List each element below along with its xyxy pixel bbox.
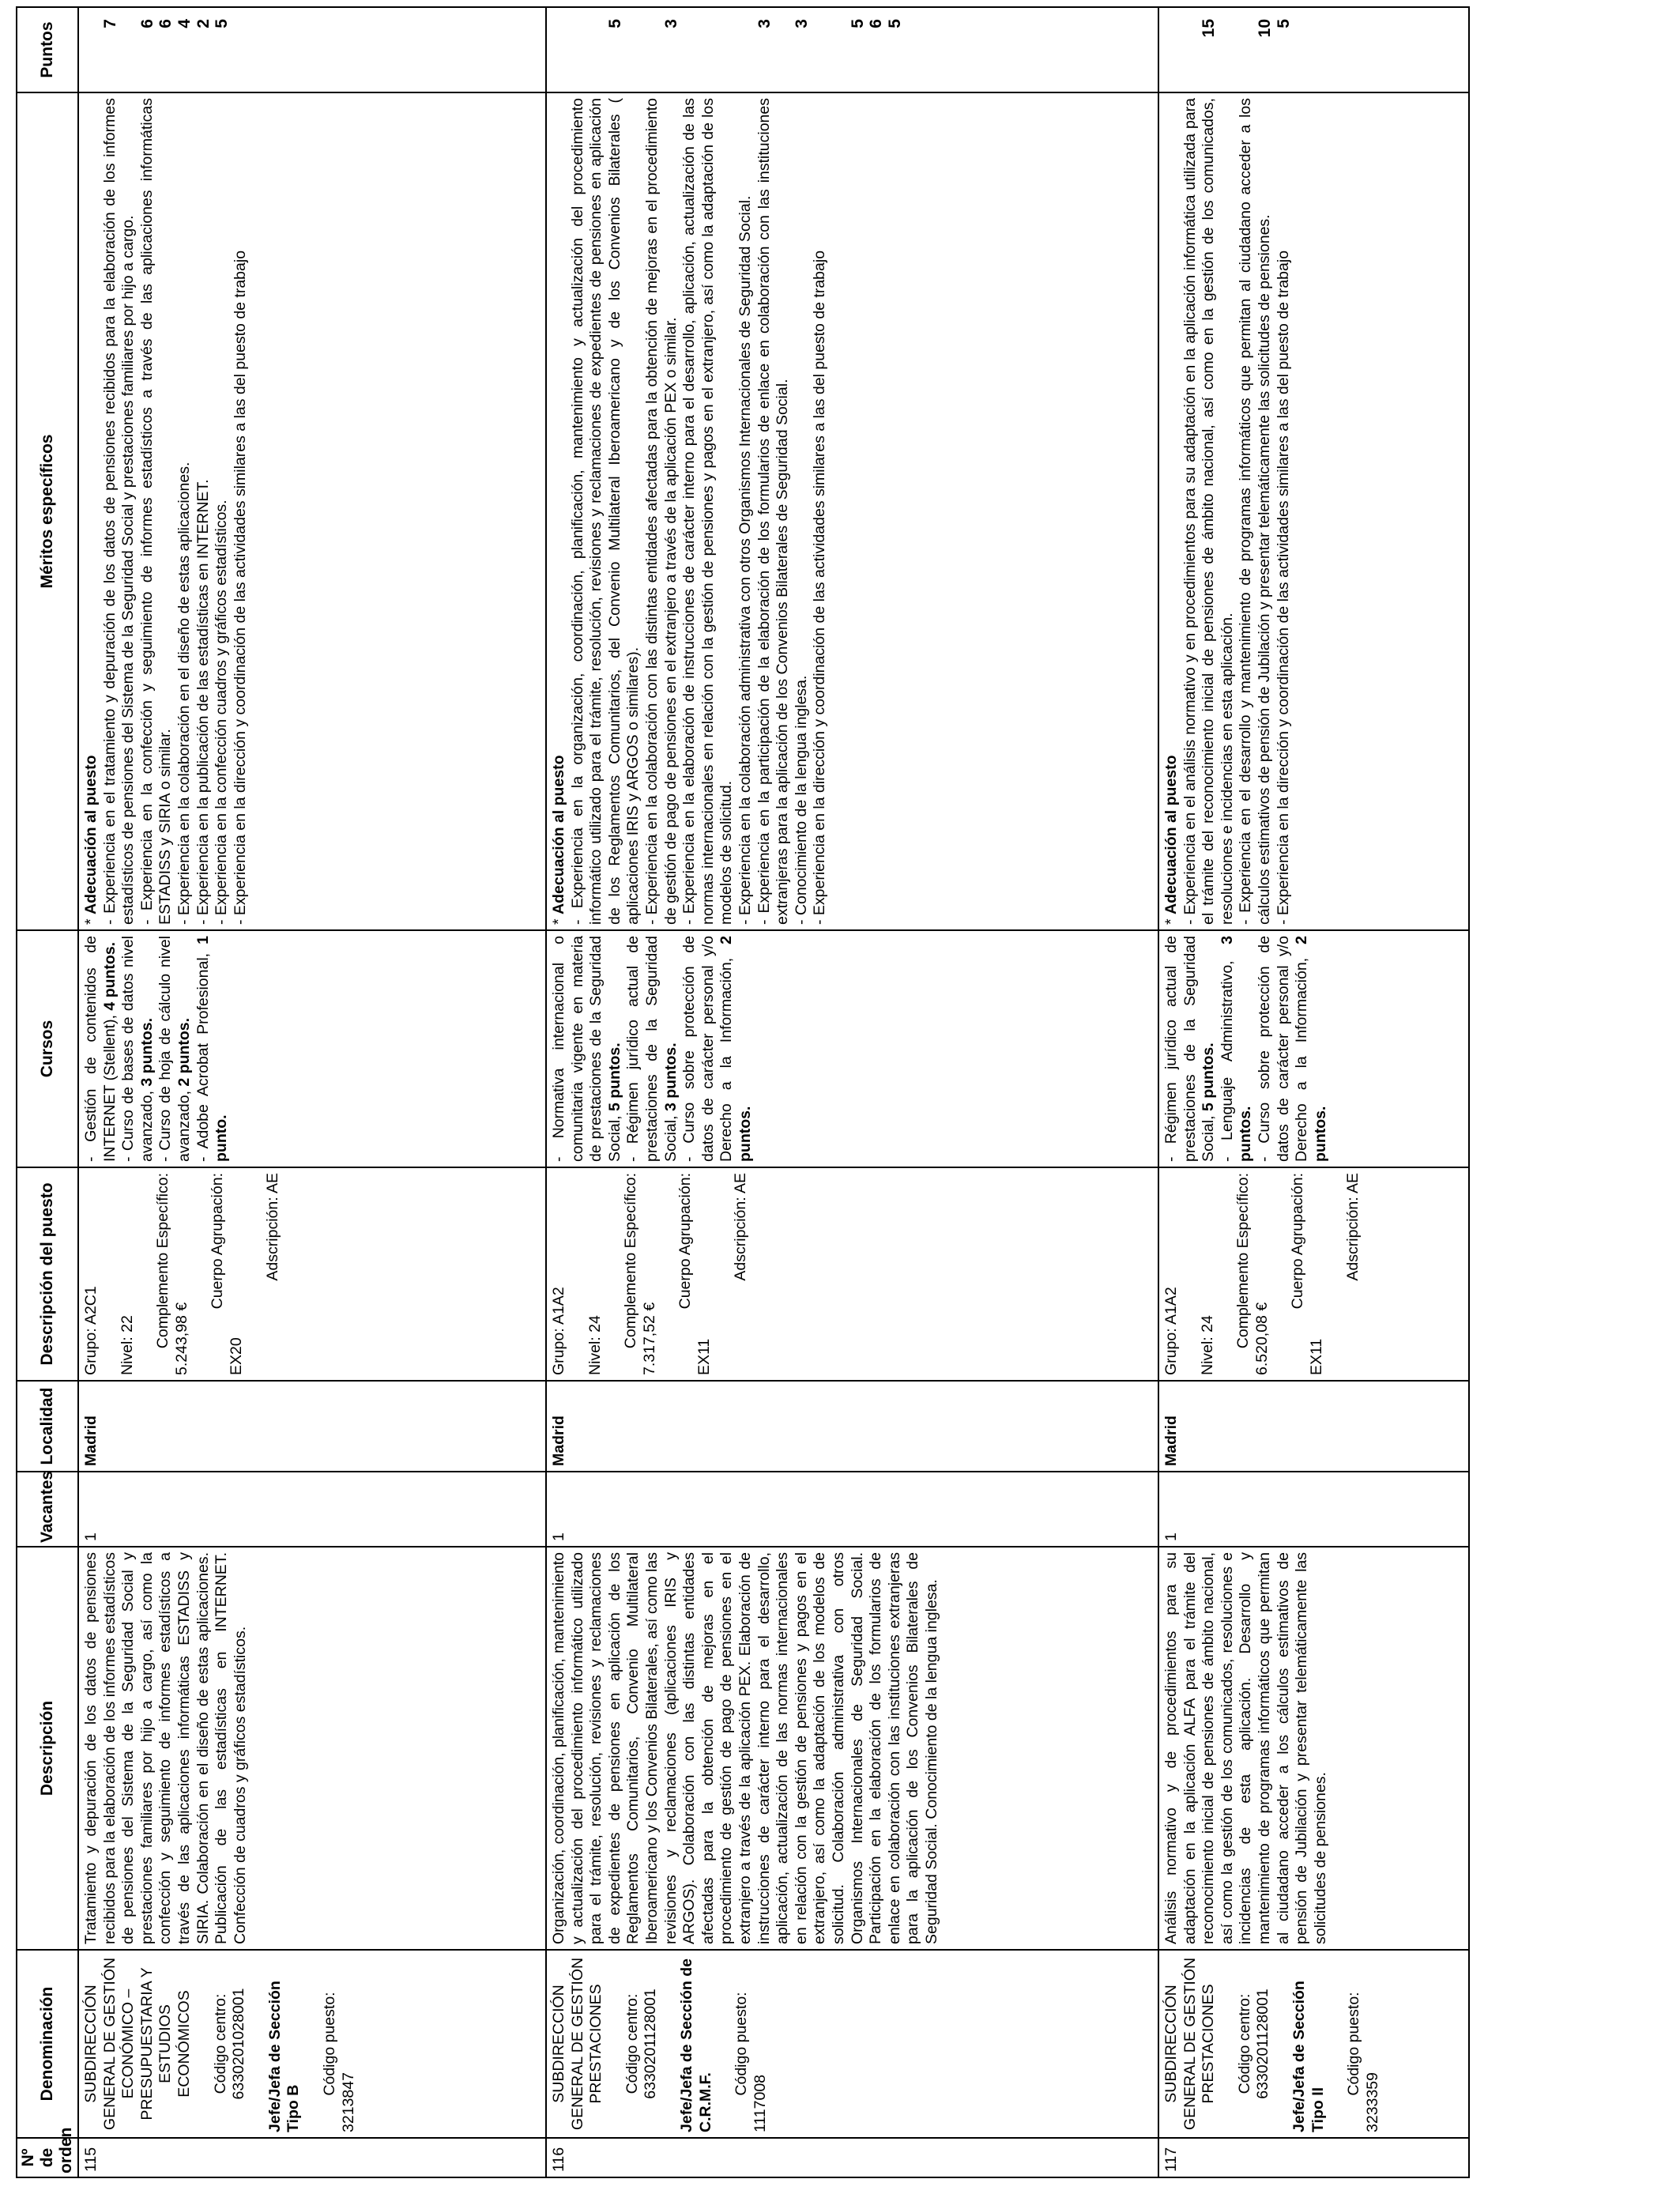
codigo-puesto: 3233359	[1363, 2072, 1381, 2132]
cell-cursos	[1158, 930, 1469, 1167]
complemento-label: Complemento Específico:	[622, 1173, 640, 1349]
codigo-puesto: 3213847	[339, 2072, 357, 2132]
merito-item: - Experiencia en el análisis normativo y en procedimientos para su adaptación en la aplicación informática utilizada para el trámite del reconocimiento inicial de pensiones de ámbito nacional, así como en la gestión de los comunicados, resoluciones e incidencias en esta aplicación.	[1181, 98, 1236, 925]
cuerpo: EX11	[1307, 1338, 1325, 1375]
codigo-puesto-label: Código puesto:	[1345, 1992, 1363, 2096]
merito-item: - Experiencia en el desarrollo y mantenimiento de programas informáticos que permitan al ciudadano acceder a los cálculos estimativos de pensión de Jubilación y presentar telemáticamente las solicitudes de pensiones.	[1237, 98, 1273, 925]
cell-orden: 117	[1158, 2138, 1469, 2177]
puntos-value: 3	[661, 19, 680, 28]
cell-descripcion-puesto	[1158, 1167, 1469, 1381]
curso-item: - Gestión de contenidos de INTERNET (Stellent), 4 puntos.	[82, 936, 119, 1162]
cell-puntos	[78, 7, 546, 92]
cell-descripcion: Organización, coordinación, planificación, mantenimiento y actualización del procedimiento informático utilizado para el trámite, resolución, revisiones y reclamaciones de expedientes de pensiones en aplicación de los Reglamentos Comunitarios, Convenio Multilateral Iberoamericano y los Convenios Bilaterales, así como las revisiones y reclamaciones (aplicaciones IRIS y ARGOS). Colaboración con las distintas entidades afectadas para la obtención de mejoras en el procedimiento de gestión de pago de pensiones en el extranjero a través de la aplicación PEX. Elaboración de instrucciones de carácter interno para el desarrollo, aplicación, actualización de las normas internacionales en relación con la gestión de pensiones y pagos en el extranjero, así como la adaptación de los modelos de solicitud. Colaboración administrativa con otros Organismos Internacionales de Seguridad Social. Participación en la elaboración de los formularios de enlace en colaboración con las instituciones extranjeras para la aplicación de los Convenios Bilaterales de Seguridad Social. Conocimiento de la lengua inglesa.	[546, 1547, 1158, 1950]
complemento: 7.317,52 €	[640, 1302, 658, 1375]
merito-item: - Experiencia en la elaboración de instrucciones de carácter interno para el desarrollo, aplicación, actualización de las normas internacionales en relación con la gestión de pensiones y pagos en el extranjero, así como la adaptación de los modelos de solicitud.	[680, 98, 736, 925]
cuerpo-label: Cuerpo Agrupación:	[676, 1173, 695, 1310]
cell-localidad: Madrid	[546, 1381, 1158, 1472]
cell-puntos	[546, 7, 1158, 92]
merito-item: - Experiencia en la publicación de las estadísticas en INTERNET.	[194, 479, 212, 925]
puntos-value: 4	[175, 19, 194, 28]
grupo: Grupo: A1A2	[550, 1287, 567, 1375]
codigo-centro-label: Código centro:	[211, 1993, 229, 2094]
cuerpo: EX20	[227, 1337, 245, 1375]
puntos-value: 2	[194, 19, 213, 28]
puntos-value: 15	[1200, 19, 1219, 38]
puntos-value: 6	[156, 19, 175, 28]
merito-item: - Experiencia en la confección cuadros y gráficos estadísticos.	[213, 499, 231, 925]
curso-item: - Normativa internacional o comunitaria vigente en materia de prestaciones de la Seguridad Social, 5 puntos.	[550, 936, 623, 1162]
puntos-value: 5	[1274, 19, 1293, 28]
header-cursos: Cursos	[17, 930, 78, 1167]
cell-denominacion	[78, 1950, 546, 2138]
grupo: Grupo: A2C1	[82, 1286, 100, 1375]
cell-descripcion: Tratamiento y depuración de los datos de pensiones recibidos para la elaboración de los informes estadísticos de pensiones del Sistema de la Seguridad Social y prestaciones familiares por hijo a cargo, así como la confección y seguimiento de informes estadísticos a través de las aplicaciones informáticas ESTADISS y SIRIA. Colaboración en el diseño de estas aplicaciones. Publicación de las estadísticas en INTERNET. Confección de cuadros y gráficos estadísticos.	[78, 1547, 546, 1950]
merito-item: - Experiencia en la dirección y coordinación de las actividades similares a las del puesto de trabajo	[1274, 250, 1292, 925]
curso-item: - Régimen jurídico actual de prestaciones de la Seguridad Social, 3 puntos.	[624, 936, 680, 1162]
curso-item: - Curso sobre protección de datos de carácter personal y/o Derecho a la Información, 2 puntos.	[680, 936, 754, 1162]
puesto-title: Jefe/Jefa de Sección de C.R.M.F.	[677, 1958, 714, 2132]
complemento: 5.243,98 €	[172, 1302, 190, 1375]
unidad: SUBDIRECCIÓN GENERAL DE GESTIÓN ECONÓMICO – PRESUPUESTARIA Y ESTUDIOS ECONÓMICOS	[82, 1957, 193, 2131]
cell-localidad: Madrid	[78, 1381, 546, 1472]
header-row	[17, 7, 78, 2177]
nivel: Nivel: 22	[118, 1315, 136, 1375]
document-page	[16, 8, 1470, 2178]
codigo-puesto: 1117008	[751, 2074, 769, 2132]
grupo: Grupo: A1A2	[1162, 1287, 1180, 1375]
header-vacantes: Vacantes	[17, 1472, 78, 1547]
cell-cursos	[78, 930, 546, 1167]
merito-item: - Experiencia en la confección y seguimiento de informes estadísticos a través de las aplicaciones informáticas ESTADISS y SIRIA o similar.	[137, 98, 175, 925]
complemento-label: Complemento Específico:	[1234, 1173, 1252, 1349]
puntos-value: 5	[605, 19, 624, 28]
curso-item: - Curso de hoja de cálculo nivel avanzado, 2 puntos.	[156, 936, 193, 1162]
cell-orden: 116	[546, 2138, 1158, 2177]
complemento-label: Complemento Específico:	[154, 1173, 172, 1349]
adecuacion-heading: * Adecuación al puesto	[82, 755, 100, 925]
cell-meritos	[1158, 92, 1469, 930]
header-denominacion: Denominación	[17, 1950, 78, 2138]
curso-item: - Régimen jurídico actual de prestaciones de la Seguridad Social, 5 puntos.	[1162, 936, 1218, 1162]
puntos-value: 5	[213, 19, 232, 28]
header-descripcion: Descripción	[17, 1547, 78, 1950]
cell-vacantes: 1	[78, 1472, 546, 1547]
cell-cursos	[546, 930, 1158, 1167]
cell-puntos	[1158, 7, 1469, 92]
merito-item: - Experiencia en la participación de la elaboración de los formularios de enlace en colaboración con las instituciones extranjeras para la aplicación de los Convenios Bilaterales de Seguridad Social.	[755, 98, 792, 925]
cell-meritos	[546, 92, 1158, 930]
table-row	[546, 7, 1158, 2177]
puntos-value: 10	[1255, 19, 1274, 38]
nivel: Nivel: 24	[1198, 1315, 1216, 1375]
header-descripcion-puesto: Descripción del puesto	[17, 1167, 78, 1381]
merito-item: - Experiencia en la organización, coordinación, planificación, mantenimiento y actualización del procedimiento informático utilizado para el trámite, resolución, revisiones y reclamaciones de expedientes de pensiones en aplicación de los Reglamentos Comunitarios, del Convenio Multilateral Iberoamericano y de los Convenios Bilaterales ( aplicaciones IRIS y ARGOS o similares).	[568, 98, 642, 925]
curso-item: - Lenguaje Administrativo, 3 puntos.	[1218, 936, 1255, 1162]
codigo-puesto-label: Código puesto:	[320, 1992, 338, 2096]
merito-item: - Experiencia en el tratamiento y depuración de los datos de pensiones recibidos para la elaboración de los informes estadísticos de pensiones del Sistema de la Seguridad Social y prestaciones familiares por hijo a cargo.	[100, 98, 137, 925]
cell-descripcion: Análisis normativo y de procedimientos para su adaptación en la aplicación ALFA para el trámite del reconocimiento inicial de pensiones de ámbito nacional, así como la gestión de los comunicados, resoluciones e incidencias de esta aplicación. Desarrollo y mantenimiento de programas informáticos que permitan al ciudadano acceder a los cálculos estimativos de pensión de Jubilación y presentar telemáticamente las solicitudes de pensiones.	[1158, 1547, 1469, 1950]
adscripcion: Adscripción: AE	[263, 1173, 281, 1281]
puntos-value: 5	[885, 19, 904, 28]
curso-item: - Adobe Acrobat Profesional, 1 punto.	[194, 936, 231, 1162]
codigo-centro: 6330201028001	[230, 1988, 248, 2100]
cell-orden: 115	[78, 2138, 546, 2177]
merito-item: - Conocimiento de la lengua inglesa.	[792, 675, 810, 925]
cell-denominacion	[1158, 1950, 1469, 2138]
cell-localidad: Madrid	[1158, 1381, 1469, 1472]
cuerpo-label: Cuerpo Agrupación:	[1289, 1173, 1307, 1310]
cell-descripcion-puesto	[546, 1167, 1158, 1381]
cell-descripcion-puesto	[78, 1167, 546, 1381]
table-row	[1158, 7, 1469, 2177]
puesto-title: Jefe/Jefa de Sección Tipo II	[1290, 1981, 1327, 2132]
cell-vacantes: 1	[1158, 1472, 1469, 1547]
cuerpo: EX11	[695, 1338, 713, 1375]
puntos-value: 6	[137, 19, 156, 28]
codigo-puesto-label: Código puesto:	[733, 1992, 751, 2096]
adscripcion: Adscripción: AE	[731, 1173, 749, 1281]
puntos-value: 5	[848, 19, 867, 28]
puesto-title: Jefe/Jefa de Sección Tipo B	[266, 1981, 303, 2132]
header-meritos: Méritos específicos	[17, 92, 78, 930]
adecuacion-heading: * Adecuación al puesto	[1162, 755, 1180, 925]
merito-item: - Experiencia en la colaboración en el diseño de estas aplicaciones.	[175, 462, 193, 925]
puntos-value: 6	[867, 19, 886, 28]
header-puntos: Puntos	[17, 7, 78, 92]
unidad: SUBDIRECCIÓN GENERAL DE GESTIÓN PRESTACIONES	[550, 1957, 605, 2131]
cuerpo-label: Cuerpo Agrupación:	[209, 1173, 227, 1310]
adecuacion-heading: * Adecuación al puesto	[550, 755, 567, 925]
curso-item: - Curso de bases de datos nivel avanzado, 3 puntos.	[119, 936, 156, 1162]
cell-meritos	[78, 92, 546, 930]
adscripcion: Adscripción: AE	[1343, 1173, 1362, 1281]
job-table	[16, 6, 1470, 2178]
puntos-value: 3	[792, 19, 811, 28]
codigo-centro: 6330201128001	[1254, 1989, 1272, 2099]
puntos-value: 3	[755, 19, 774, 28]
merito-item: - Experiencia en la dirección y coordinación de las actividades similares a las del puesto de trabajo	[811, 250, 829, 925]
header-localidad: Localidad	[17, 1381, 78, 1472]
puntos-value: 7	[100, 19, 119, 28]
nivel: Nivel: 24	[586, 1315, 604, 1375]
unidad: SUBDIRECCIÓN GENERAL DE GESTIÓN PRESTACIONES	[1162, 1957, 1218, 2131]
header-orden: Nº de orden	[17, 2138, 78, 2177]
complemento: 6.520,08 €	[1252, 1302, 1271, 1375]
merito-item: - Experiencia en la colaboración administrativa con otros Organismos Internacionales de Seguridad Social.	[736, 195, 754, 925]
codigo-centro: 6330201128001	[642, 1989, 660, 2099]
curso-item: - Curso sobre protección de datos de carácter personal y/o Derecho a la Información, 2 puntos.	[1255, 936, 1329, 1162]
codigo-centro-label: Código centro:	[1235, 1993, 1253, 2094]
cell-vacantes: 1	[546, 1472, 1158, 1547]
codigo-centro-label: Código centro:	[623, 1993, 641, 2094]
table-row	[78, 7, 546, 2177]
merito-item: - Experiencia en la colaboración con las distintas entidades afectadas para la obtención de mejoras en el procedimiento de gestión de pago de pensiones en el extranjero a través de la aplicación PEX o similar.	[642, 98, 680, 925]
merito-item: - Experiencia en la dirección y coordinación de las actividades similares a las del puesto de trabajo	[231, 250, 249, 925]
cell-denominacion	[546, 1950, 1158, 2138]
